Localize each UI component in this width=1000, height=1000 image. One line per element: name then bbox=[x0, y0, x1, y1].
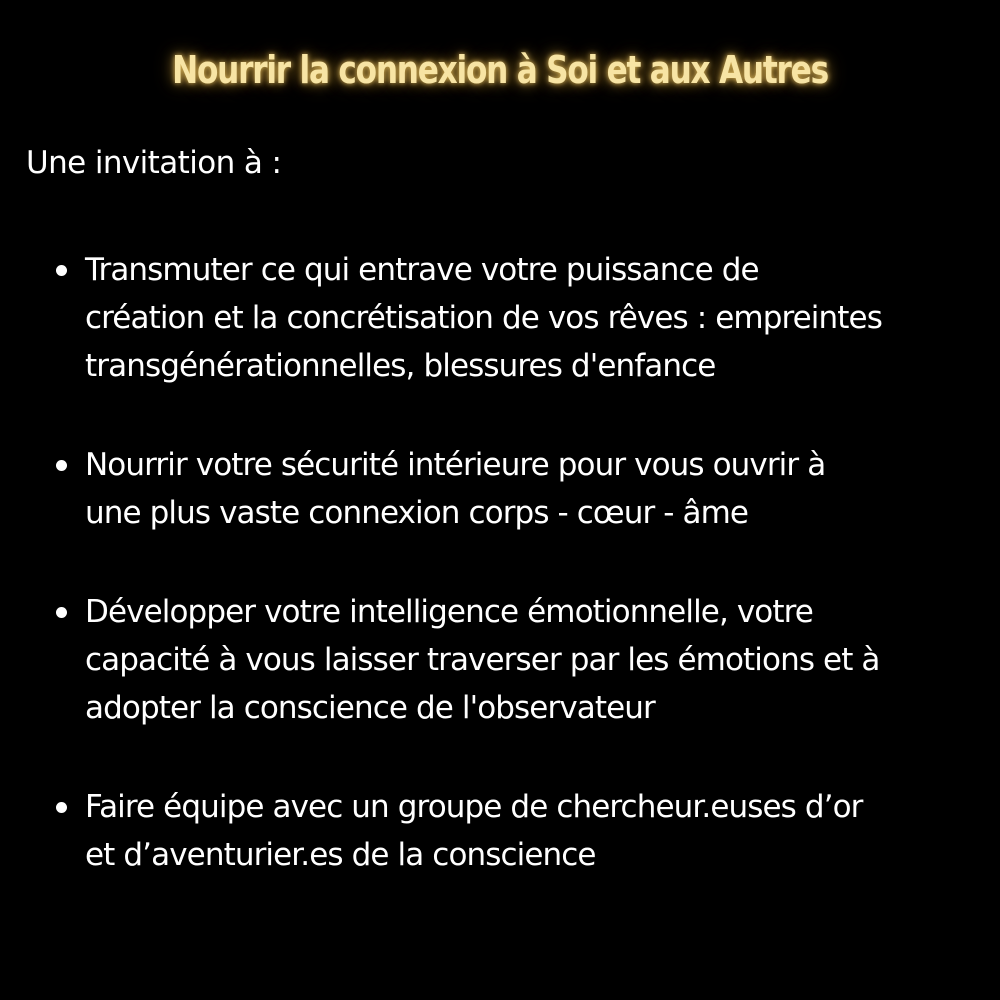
list-item-text: Nourrir votre sécurité intérieure pour vous ouvrir à une plus vaste connexion corps - cœur - âme bbox=[85, 447, 826, 531]
bullet-dot-icon bbox=[56, 460, 67, 471]
list-item-text: Développer votre intelligence émotionnelle, votre capacité à vous laisser traverser par les émotions et à adopter la conscience de l'observateur bbox=[85, 594, 880, 726]
list-item-text: Faire équipe avec un groupe de chercheur.euses d’or et d’aventurier.es de la conscience bbox=[85, 789, 863, 873]
list-item-text: Transmuter ce qui entrave votre puissance de création et la concrétisation de vos rêves : empreintes transgénérationnelles, blessures d'enfance bbox=[85, 252, 882, 384]
bullet-dot-icon bbox=[56, 607, 67, 618]
bullet-dot-icon bbox=[56, 802, 67, 813]
intro-text: Une invitation à : bbox=[26, 145, 282, 181]
page-title: Nourrir la connexion à Soi et aux Autres bbox=[172, 48, 828, 92]
bullet-dot-icon bbox=[56, 265, 67, 276]
